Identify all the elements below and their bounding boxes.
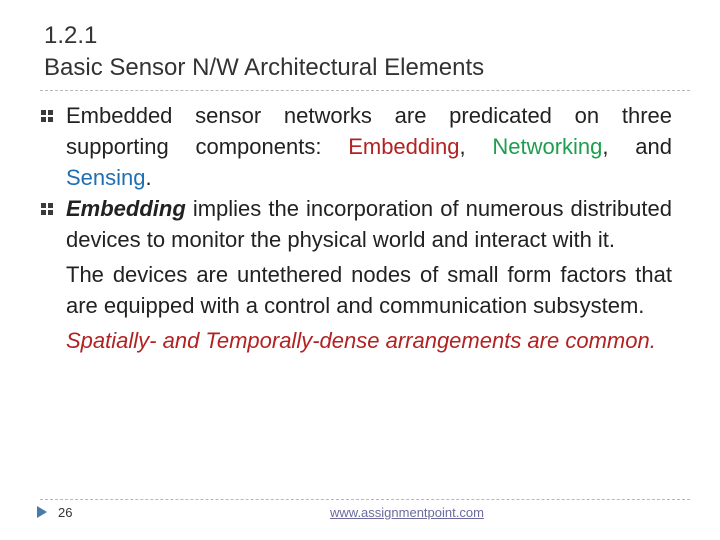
term-embedding: Embedding — [348, 134, 460, 159]
term-sensing: Sensing — [66, 165, 146, 190]
bullet-item-components — [40, 100, 672, 193]
paragraph-arrangements: Spatially- and Temporally-dense arrangements are common. — [66, 328, 656, 353]
slide-body — [40, 100, 672, 356]
title-text: Basic Sensor N/W Architectural Elements — [44, 54, 485, 81]
separator: , — [459, 134, 493, 159]
term-networking: Networking — [492, 134, 603, 159]
bullet-text: Embedded sensor networks are predicated on three supporting components: — [66, 103, 672, 159]
slide-title — [44, 20, 684, 84]
terminal-period: . — [145, 165, 152, 190]
conjunction: and — [608, 134, 672, 159]
triangle-arrow-icon — [36, 505, 48, 519]
paragraph-devices: The devices are untethered nodes of small form factors that are equipped with a control and communication subsystem. — [66, 262, 672, 318]
title-divider — [40, 90, 690, 91]
square-bullet-icon — [40, 201, 54, 217]
bullet-item-embedding — [40, 193, 672, 255]
page-number: 26 — [58, 505, 73, 520]
emphasis-embedding: Embedding — [66, 196, 186, 221]
bullet-text: implies the incorporation of numerous distributed devices to monitor the physical world and interact with it. — [66, 196, 672, 252]
separator: , — [602, 134, 609, 159]
title-number: 1.2.1 — [44, 22, 98, 49]
footer-divider — [40, 499, 690, 500]
footer-website-link[interactable]: www.assignmentpoint.com — [330, 505, 484, 520]
square-bullet-icon — [40, 108, 54, 124]
